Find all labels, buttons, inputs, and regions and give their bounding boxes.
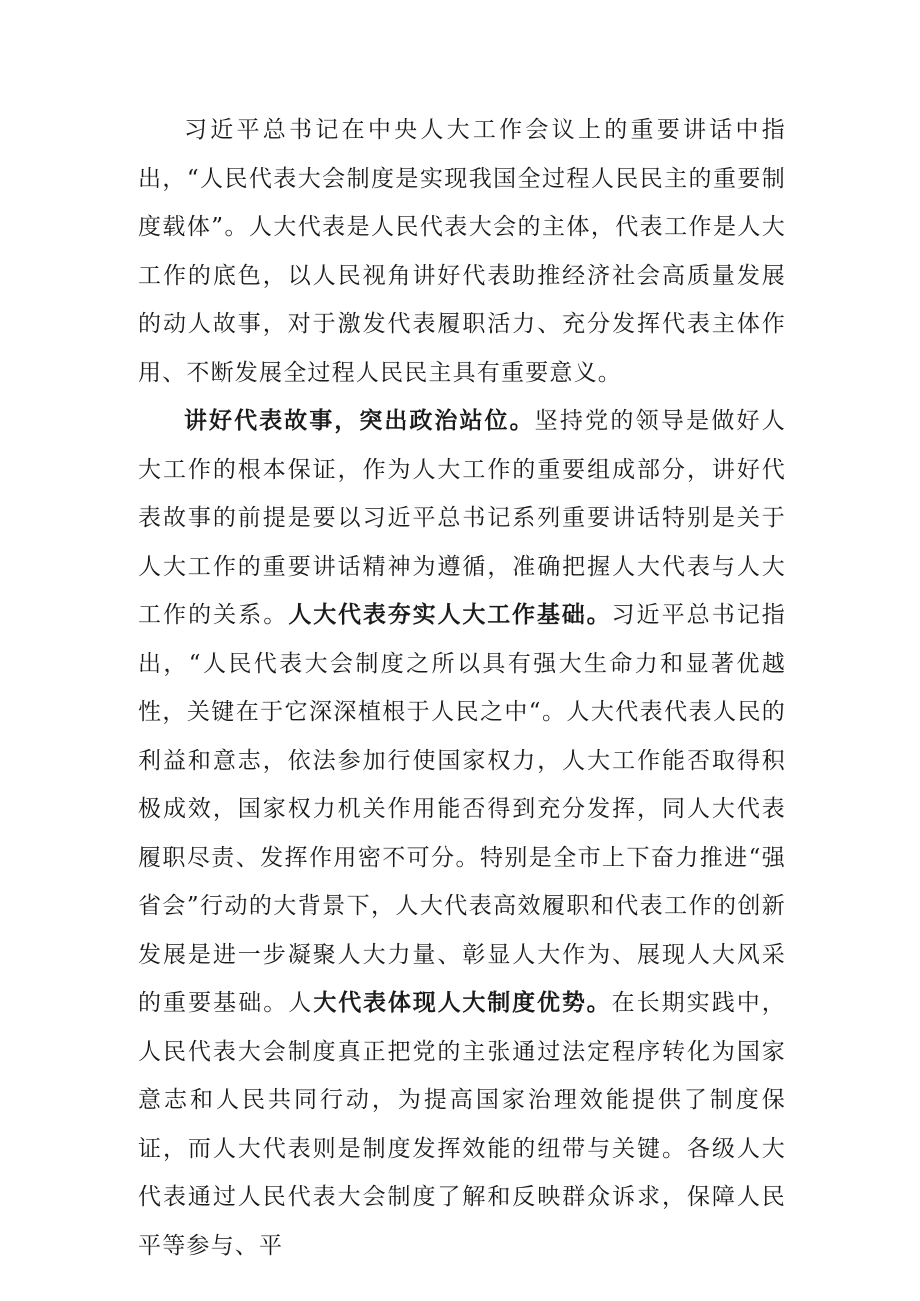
section-body-2: 习近平总书记指出，“人民代表大会制度之所以具有强大生命力和显著优越性，关键在于它深深植根于人民之中“。人大代表代表人民的利益和意志，依法参加行使国家权力，人大工作能否取得积极成效，国家权力机关作用能否得到充分发挥，同人大代表履职尽责、发挥作用密不可分。特别是全市上下奋力推进“强省会”行动的大背景下，人大代表高效履职和代表工作的创新发展是进一步凝聚人大力量、彰显人大作为、展现人大风采的重要基础。人 xyxy=(138,602,787,1016)
section-heading-tell-stories: 讲好代表故事，突出政治站位。 xyxy=(184,408,535,434)
subheading-foundation: 人大代表夯实人大工作基础。 xyxy=(288,602,612,628)
section-body-3: 在长期实践中，人民代表大会制度真正把党的主张通过法定程序转化为国家意志和人民共同行动，为提高国家治理效能提供了制度保证，而人大代表则是制度发挥效能的纽带与关键。各级人大代表通过人民代表大会制度了解和反映群众诉求，保障人民平等参与、平 xyxy=(138,990,787,1259)
section-body-1: 坚持党的领导是做好人大工作的根本保证，作为人大工作的重要组成部分，讲好代表故事的前提是要以习近平总书记系列重要讲话特别是关于人大工作的重要讲话精神为遵循，准确把握人大代表与人大工作的关系。 xyxy=(138,408,787,628)
document-page xyxy=(138,106,786,1270)
paragraph-section-1 xyxy=(138,397,786,1270)
subheading-advantage: 大代表体现人大制度优势。 xyxy=(313,990,612,1016)
intro-text: 习近平总书记在中央人大工作会议上的重要讲话中指出，“人民代表大会制度是实现我国全过程人民民主的重要制度载体”。人大代表是人民代表大会的主体，代表工作是人大工作的底色，以人民视角讲好代表助推经济社会高质量发展的动人故事，对于激发代表履职活力、充分发挥代表主体作用、不断发展全过程人民民主具有重要意义。 xyxy=(138,117,786,386)
paragraph-intro xyxy=(138,106,786,397)
